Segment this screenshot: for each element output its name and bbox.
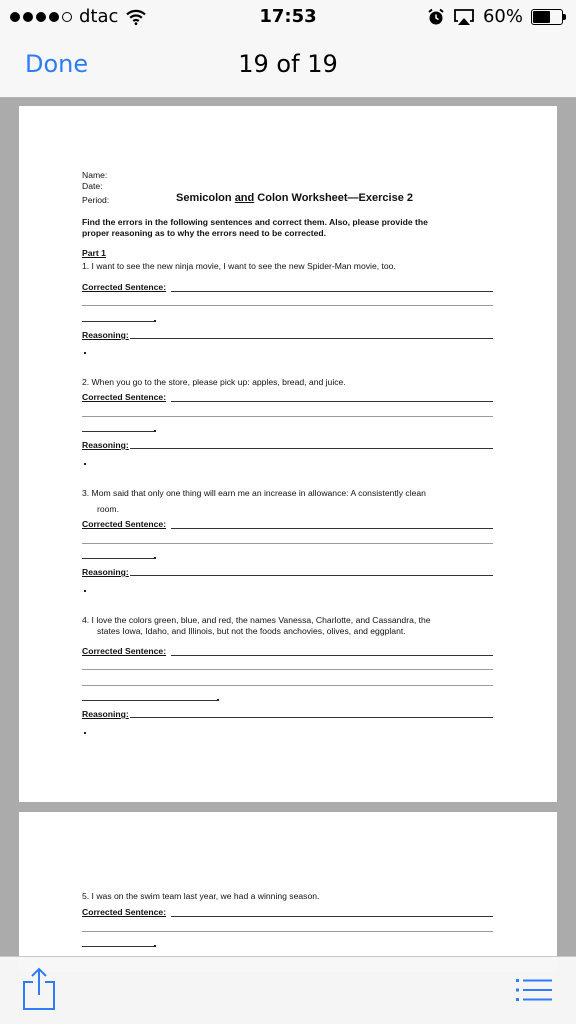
- bullet-mark: [84, 590, 86, 592]
- corrected-sentence-label: Corrected Sentence:: [82, 392, 167, 402]
- reasoning-label: Reasoning:: [82, 709, 129, 719]
- instructions-line-1: Find the errors in the following sentences and correct them. Also, please provide the: [82, 217, 428, 227]
- bullet-mark: [84, 463, 86, 465]
- answer-line: [82, 305, 493, 306]
- answer-line: [171, 528, 493, 529]
- answer-line: [130, 448, 493, 449]
- carrier-name: dtac: [79, 6, 119, 27]
- answer-line: [82, 931, 493, 932]
- question-3-line-2: room.: [97, 504, 119, 514]
- document-page-next[interactable]: [19, 812, 557, 972]
- answer-line: [82, 431, 154, 432]
- question-4-line-2: states Iowa, Idaho, and Illinois, but not the foods anchovies, olives, and eggplant.: [97, 626, 406, 636]
- answer-line: [171, 916, 493, 917]
- corrected-sentence-label: Corrected Sentence:: [82, 519, 167, 529]
- answer-line: [82, 321, 154, 322]
- page-indicator: 19 of 19: [238, 50, 338, 78]
- line-end-mark: [154, 320, 156, 322]
- battery-fill: [533, 11, 550, 23]
- answer-line: [82, 946, 154, 947]
- answer-line: [130, 575, 493, 576]
- navigation-bar: [0, 36, 576, 98]
- battery-percent: 60%: [482, 6, 523, 27]
- period-label: Period:: [82, 195, 110, 205]
- status-right: [427, 6, 566, 27]
- answer-line: [82, 416, 493, 417]
- name-label: Name:: [82, 170, 108, 180]
- alarm-clock-icon: [427, 8, 445, 26]
- answer-line: [130, 717, 493, 718]
- answer-line: [130, 338, 493, 339]
- answer-line: [82, 685, 493, 686]
- bottom-toolbar: [0, 956, 576, 1024]
- line-end-mark: [154, 557, 156, 559]
- status-time: 17:53: [259, 6, 317, 27]
- answer-line: [82, 669, 493, 670]
- done-button[interactable]: Done: [25, 50, 89, 78]
- question-4-line-1: 4. I love the colors green, blue, and red, the names Vanessa, Charlotte, and Cassandra, the: [82, 615, 431, 625]
- battery-icon: [531, 9, 566, 25]
- answer-line: [82, 700, 217, 701]
- part-heading: Part 1: [82, 248, 106, 258]
- question-3-line-1: 3. Mom said that only one thing will earn me an increase in allowance: A consistently clean: [82, 488, 426, 498]
- answer-line: [82, 543, 493, 544]
- corrected-sentence-label: Corrected Sentence:: [82, 282, 167, 292]
- reasoning-label: Reasoning:: [82, 440, 129, 450]
- line-end-mark: [154, 945, 156, 947]
- line-end-mark: [217, 699, 219, 701]
- document-page-19[interactable]: [19, 106, 557, 802]
- reasoning-label: Reasoning:: [82, 567, 129, 577]
- bullet-mark: [84, 352, 86, 354]
- answer-line: [171, 401, 493, 402]
- bullet-mark: [84, 732, 86, 734]
- airplay-icon: [453, 8, 475, 26]
- corrected-sentence-label: Corrected Sentence:: [82, 646, 167, 656]
- question-1: 1. I want to see the new ninja movie, I want to see the new Spider-Man movie, too.: [82, 261, 396, 271]
- answer-line: [82, 558, 154, 559]
- answer-line: [171, 291, 493, 292]
- question-5: 5. I was on the swim team last year, we had a winning season.: [82, 891, 320, 901]
- list-icon[interactable]: [514, 977, 554, 1003]
- line-end-mark: [154, 430, 156, 432]
- answer-line: [171, 655, 493, 656]
- worksheet-title: Semicolon and Colon Worksheet—Exercise 2: [176, 192, 413, 204]
- status-bar: [0, 0, 576, 36]
- instructions-line-2: proper reasoning as to why the errors need to be corrected.: [82, 228, 327, 238]
- corrected-sentence-label: Corrected Sentence:: [82, 907, 167, 917]
- reasoning-label: Reasoning:: [82, 330, 129, 340]
- question-2: 2. When you go to the store, please pick up: apples, bread, and juice.: [82, 377, 346, 387]
- share-icon[interactable]: [22, 967, 56, 1011]
- date-label: Date:: [82, 181, 103, 191]
